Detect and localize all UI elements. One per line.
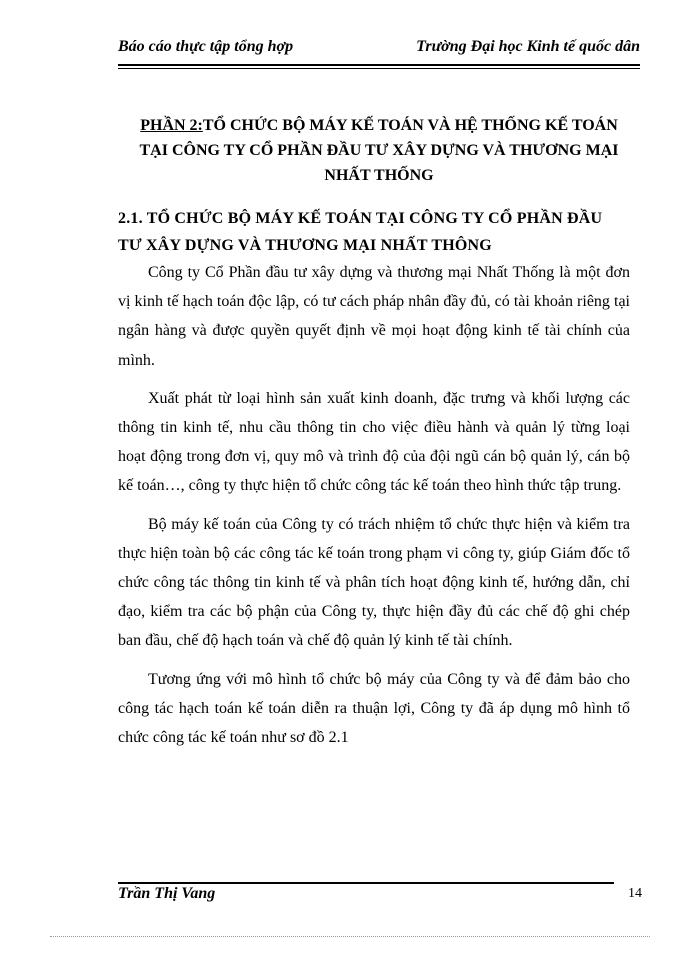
section-title — [118, 205, 640, 259]
header-rule-thin — [118, 68, 640, 69]
paragraph: Công ty Cổ Phần đầu tư xây dựng và thương mại Nhất Thống là một đơn vị kinh tế hạch toán độc lập, có tư cách pháp nhân đầy đủ, có tài khoản riêng tại ngân hàng và được quyền quyết định về mọi hoạt động kinh tế tài chính của mình. — [118, 264, 630, 369]
part-label: PHẦN 2: — [140, 117, 203, 134]
section-title-line-1: 2.1. TỔ CHỨC BỘ MÁY KẾ TOÁN TẠI CÔNG TY CỔ PHẦN ĐẦU — [118, 210, 603, 227]
part-title-line-1-rest: TỔ CHỨC BỘ MÁY KẾ TOÁN VÀ HỆ THỐNG KẾ TOÁN — [202, 117, 618, 134]
footer-rule — [118, 882, 614, 884]
footer-author: Trần Thị Vang — [118, 885, 216, 902]
header-right-text: Trường Đại học Kinh tế quốc dân — [416, 38, 640, 55]
paragraph: Xuất phát từ loại hình sản xuất kinh doanh, đặc trưng và khối lượng các thông tin kinh tế, nhu cầu thông tin cho việc điều hành và quản lý từng loại hoạt động trong đơn vị, quy mô và trình độ của đội ngũ cán bộ quản lý, cán bộ kế toán…, công ty thực hiện tổ chức công tác kế toán theo hình thức tập trung. — [118, 389, 630, 495]
header-rule — [118, 64, 640, 66]
body-text — [118, 258, 630, 761]
paragraph: Tương ứng với mô hình tổ chức bộ máy của Công ty và để đảm bảo cho công tác hạch toán kế toán diễn ra thuận lợi, Công ty đã áp dụng mô hình tổ chức công tác kế toán như sơ đồ 2.1 — [118, 670, 630, 747]
paragraph: Bộ máy kế toán của Công ty có trách nhiệm tổ chức thực hiện và kiểm tra thực hiện toàn bộ các công tác kế toán trong phạm vi công ty, giúp Giám đốc tổ chức công tác thông tin kinh tế và phân tích hoạt động kinh tế, hướng dẫn, chỉ đạo, kiểm tra các bộ phận của Công ty, thực hiện đầy đủ các chế độ ghi chép ban đầu, chế độ hạch toán và chế độ quản lý kinh tế tài chính. — [118, 515, 630, 650]
page-number: 14 — [628, 886, 642, 901]
part-title-line-1 — [118, 113, 640, 138]
part-title-line-3: NHẤT THỐNG — [324, 167, 434, 184]
header-left-text: Báo cáo thực tập tổng hợp — [118, 38, 294, 55]
part-title-line-2: TẠI CÔNG TY CỔ PHẦN ĐẦU TƯ XÂY DỰNG VÀ THƯƠNG MẠI — [139, 142, 619, 159]
page-boundary — [50, 936, 650, 937]
section-title-line-2: TƯ XÂY DỰNG VÀ THƯƠNG MẠI NHẤT THÔNG — [118, 237, 492, 254]
part-title — [118, 113, 640, 188]
